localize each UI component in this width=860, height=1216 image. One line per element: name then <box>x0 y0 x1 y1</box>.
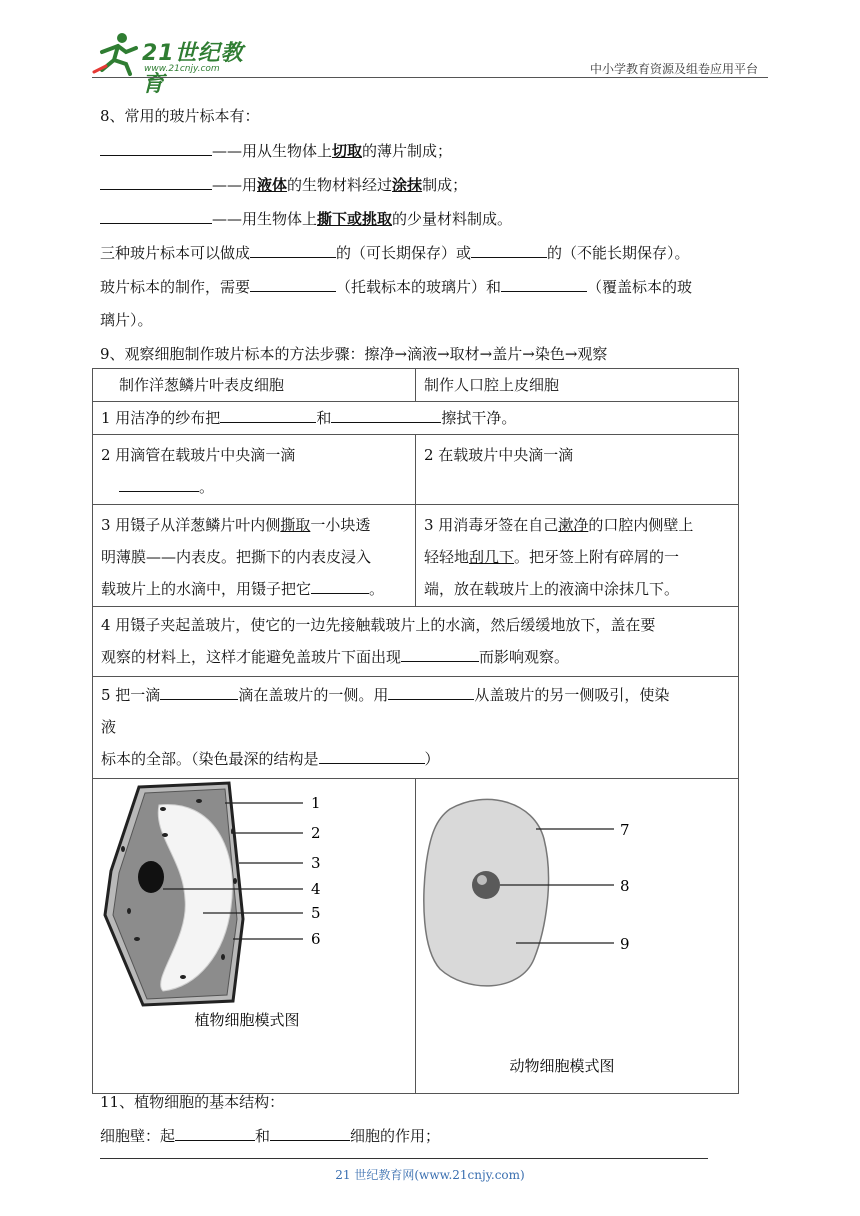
text: 5 把一滴 <box>101 686 161 704</box>
section8-line4 <box>100 242 690 263</box>
text: 1 用洁净的纱布把 <box>101 409 221 427</box>
header-divider <box>92 77 768 78</box>
fill-blank[interactable] <box>388 684 474 700</box>
fill-blank[interactable] <box>100 140 212 156</box>
section8-line3 <box>100 208 512 229</box>
table-header-onion: 制作洋葱鳞片叶表皮细胞 <box>93 369 416 402</box>
text: 2 用滴管在载玻片中央滴一滴 <box>101 446 296 464</box>
table-row-5 <box>93 677 739 779</box>
text: 的薄片制成； <box>362 142 453 160</box>
footer-text[interactable]: 21 世纪教育网(www.21cnjy.com) <box>335 1168 525 1182</box>
footer-divider <box>100 1158 708 1159</box>
animal-label-7: 7 <box>620 821 630 839</box>
section8-line2 <box>100 174 467 195</box>
text: 从盖玻片的另一侧吸引，使染 <box>474 686 670 704</box>
animal-label-9: 9 <box>620 935 630 953</box>
table-row-3-left <box>93 505 416 607</box>
text: 的少量材料制成。 <box>392 210 513 228</box>
text: ——用从生物体上 <box>212 142 333 160</box>
plant-label-6: 6 <box>311 930 321 948</box>
fill-blank[interactable] <box>270 1125 350 1141</box>
text: 。 <box>369 580 385 598</box>
text: 3 用消毒牙签在自己 <box>424 516 559 534</box>
fill-blank[interactable] <box>220 407 316 423</box>
underlined-text: 刮几下 <box>469 548 515 566</box>
text: 的（不能长期保存）。 <box>547 244 690 262</box>
table-row-4 <box>93 607 739 677</box>
text: 的口腔内侧壁上 <box>588 516 694 534</box>
fill-blank[interactable] <box>471 242 547 258</box>
animal-cell-diagram <box>416 779 738 1082</box>
text: 观察的材料上，这样才能避免盖玻片下面出现 <box>101 648 402 666</box>
section8-line6: 璃片）。 <box>100 311 153 329</box>
page-header <box>92 30 768 97</box>
text: 标本的全部。（染色最深的结构是 <box>101 750 319 768</box>
underlined-text: 漱净 <box>558 516 589 534</box>
plant-label-5: 5 <box>311 904 321 922</box>
table-row-2-left <box>93 435 416 505</box>
fill-blank[interactable] <box>100 174 212 190</box>
text: 轻轻地 <box>424 548 470 566</box>
table-header-cheek: 制作人口腔上皮细胞 <box>416 369 739 402</box>
text: 载玻片上的水滴中，用镊子把它 <box>101 580 312 598</box>
text: 细胞壁：起 <box>100 1127 176 1145</box>
logo-url: www.21cnjy.com <box>144 64 220 74</box>
text: 明薄膜——内表皮。把撕下的内表皮浸入 <box>101 548 372 566</box>
emphasis-text: 切取 <box>332 142 363 160</box>
table-row-3-right <box>416 505 739 607</box>
animal-caption: 动物细胞模式图 <box>509 1057 615 1075</box>
text: 三种玻片标本可以做成 <box>100 244 251 262</box>
section8-line5 <box>100 276 692 297</box>
plant-label-2: 2 <box>311 824 321 842</box>
text: 擦拭干净。 <box>441 409 517 427</box>
text: 。把牙签上附有碎屑的一 <box>514 548 680 566</box>
fill-blank[interactable] <box>401 646 479 662</box>
fill-blank[interactable] <box>311 578 369 594</box>
text: 的（可长期保存）或 <box>336 244 472 262</box>
text: ——用 <box>212 176 258 194</box>
text: 一小块透 <box>310 516 371 534</box>
text: 的生物材料经过 <box>287 176 393 194</box>
fill-blank[interactable] <box>250 276 336 292</box>
emphasis-text: 涂抹 <box>392 176 423 194</box>
plant-label-1: 1 <box>311 794 321 812</box>
text: 。 <box>199 478 215 496</box>
section8-title: 8、常用的玻片标本有： <box>100 107 260 125</box>
text: 滴在盖玻片的一侧。用 <box>238 686 389 704</box>
text: （覆盖标本的玻 <box>587 278 693 296</box>
text: ——用生物体上 <box>212 210 318 228</box>
text: 制成； <box>422 176 468 194</box>
text: 细胞的作用； <box>350 1127 441 1145</box>
section11-title: 11、植物细胞的基本结构： <box>100 1093 285 1111</box>
plant-caption: 植物细胞模式图 <box>194 1011 300 1029</box>
text: 而影响观察。 <box>479 648 570 666</box>
fill-blank[interactable] <box>119 476 199 492</box>
section11-line1 <box>100 1125 440 1146</box>
fill-blank[interactable] <box>100 208 212 224</box>
header-platform-text: 中小学教育资源及组卷应用平台 <box>589 62 758 76</box>
fill-blank[interactable] <box>319 748 425 764</box>
emphasis-text: 撕下或挑取 <box>317 210 393 228</box>
text: 端，放在载玻片上的液滴中涂抹几下。 <box>424 580 680 598</box>
text: 4 用镊子夹起盖玻片，使它的一边先接触载玻片上的水滴，然后缓缓地放下，盖在要 <box>101 616 656 634</box>
plant-cell-figure <box>93 779 416 1094</box>
table-row-2-right <box>416 435 739 505</box>
text: 2 在载玻片中央滴一滴 <box>424 446 574 464</box>
animal-cell-figure <box>416 779 739 1094</box>
fill-blank[interactable] <box>331 407 441 423</box>
text: 和 <box>316 409 332 427</box>
fill-blank[interactable] <box>175 1125 255 1141</box>
text: （托载标本的玻璃片）和 <box>336 278 502 296</box>
emphasis-text: 液体 <box>257 176 288 194</box>
runner-logo-icon <box>92 30 142 76</box>
text: 液 <box>101 718 117 736</box>
plant-label-3: 3 <box>311 854 321 872</box>
table-row-1 <box>93 402 739 435</box>
underlined-text: 撕取 <box>280 516 311 534</box>
text: 3 用镊子从洋葱鳞片叶内侧 <box>101 516 281 534</box>
fill-blank[interactable] <box>250 242 336 258</box>
logo <box>92 30 262 97</box>
text: ） <box>424 750 440 768</box>
section8-line1 <box>100 140 452 161</box>
logo-text: 21世纪教育 <box>142 41 244 97</box>
fill-blank[interactable] <box>501 276 587 292</box>
animal-label-8: 8 <box>620 877 630 895</box>
procedure-table <box>92 368 739 1094</box>
text: 玻片标本的制作，需要 <box>100 278 251 296</box>
plant-label-4: 4 <box>311 880 321 898</box>
section9-title: 9、观察细胞制作玻片标本的方法步骤：擦净→滴液→取材→盖片→染色→观察 <box>100 345 608 363</box>
fill-blank[interactable] <box>160 684 238 700</box>
plant-cell-diagram <box>93 779 415 1082</box>
text: 和 <box>255 1127 271 1145</box>
